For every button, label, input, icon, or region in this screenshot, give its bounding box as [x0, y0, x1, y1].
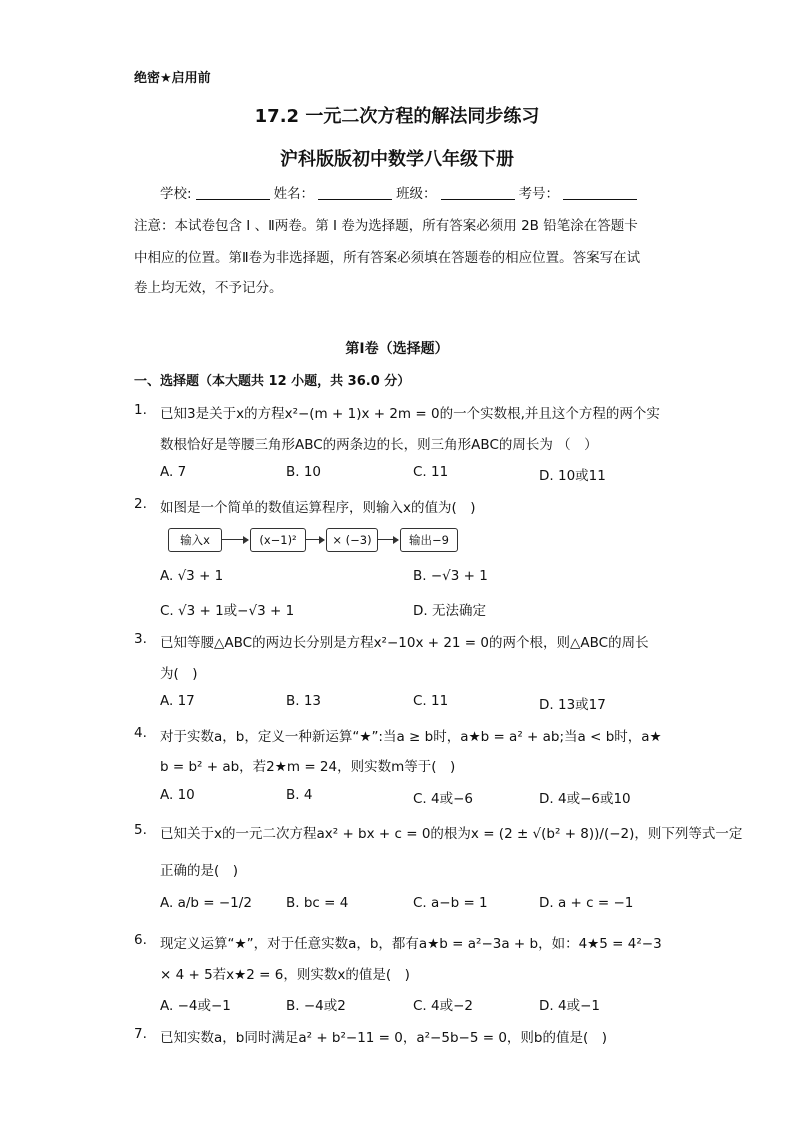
option-c: C. a−b = 1	[413, 895, 488, 911]
section-title: 第Ⅰ卷（选择题）	[345, 341, 449, 357]
option-b: B. −4或2	[286, 998, 346, 1014]
option-a: A. −4或−1	[160, 998, 231, 1014]
number-blank	[563, 187, 637, 200]
flow-arrow	[222, 539, 248, 540]
question-text: 数根恰好是等腰三角形ABC的两条边的长，则三角形ABC的周长为 （ ）	[160, 437, 598, 453]
school-blank	[196, 187, 270, 200]
class-label: 班级：	[396, 186, 437, 202]
question-number: 1.	[134, 402, 147, 418]
option-a: A. 7	[160, 464, 187, 480]
question-number: 5.	[134, 822, 147, 838]
option-a: A. 10	[160, 787, 195, 803]
option-b: B. −√3 + 1	[413, 568, 488, 584]
question-text: 对于实数a，b，定义一种新运算“★”:当a ≥ b时，a★b = a² + ab;当a < b时，a★	[160, 729, 662, 745]
page-title: 17.2 一元二次方程的解法同步练习	[254, 106, 540, 127]
name-label: 姓名：	[273, 186, 315, 202]
option-a: A. 17	[160, 693, 195, 709]
option-c: C. √3 + 1或−√3 + 1	[160, 603, 295, 619]
part-title: 一、选择题（本大题共 12 小题，共 36.0 分）	[134, 374, 411, 389]
flow-output-box: 输出−9	[400, 528, 458, 552]
flow-arrow	[306, 539, 324, 540]
option-d: D. 无法确定	[413, 603, 486, 619]
option-b: B. 4	[286, 787, 313, 803]
flow-input-box: 输入x	[168, 528, 222, 552]
student-info-line	[160, 182, 641, 202]
question-text: 为( )	[160, 666, 198, 682]
option-d: D. 4或−1	[539, 998, 600, 1014]
flow-step-box: (x−1)²	[250, 528, 306, 552]
option-b: B. 13	[286, 693, 322, 709]
question-text: 已知3是关于x的方程x²−(m + 1)x + 2m = 0的一个实数根,并且这个方程的两个实	[160, 406, 660, 422]
flow-step-box: × (−3)	[326, 528, 378, 552]
question-number: 6.	[134, 932, 147, 948]
option-c: C. 11	[413, 464, 449, 480]
option-a: A. √3 + 1	[160, 568, 224, 584]
option-b: B. bc = 4	[286, 895, 349, 911]
notice-line: 注意：本试卷包含 Ⅰ 、Ⅱ两卷。第 Ⅰ 卷为选择题，所有答案必须用 2B 铅笔涂在答题卡	[134, 218, 638, 234]
option-d: D. 13或17	[539, 697, 606, 713]
option-d: D. a + c = −1	[539, 895, 634, 911]
question-text: 已知实数a，b同时满足a² + b²−11 = 0，a²−5b−5 = 0，则b的值是( )	[160, 1030, 608, 1046]
question-number: 2.	[134, 496, 147, 512]
notice-line: 卷上均无效，不予记分。	[134, 280, 283, 296]
school-label: 学校:	[160, 186, 192, 202]
number-label: 考号：	[518, 186, 560, 202]
name-blank	[318, 187, 392, 200]
option-a: A. a/b = −1/2	[160, 895, 252, 911]
option-c: C. 4或−2	[413, 998, 473, 1014]
option-d: D. 10或11	[539, 468, 606, 484]
class-blank	[441, 187, 515, 200]
question-number: 4.	[134, 725, 147, 741]
option-c: C. 11	[413, 693, 449, 709]
question-number: 3.	[134, 631, 147, 647]
option-b: B. 10	[286, 464, 322, 480]
question-text: 正确的是( )	[160, 863, 239, 879]
question-text: b = b² + ab，若2★m = 24，则实数m等于( )	[160, 759, 456, 775]
option-c: C. 4或−6	[413, 791, 473, 807]
question-text: 已知关于x的一元二次方程ax² + bx + c = 0的根为x = (2 ± √(b² + 8))/(−2)，则下列等式一定	[160, 826, 743, 842]
flow-arrow	[378, 539, 398, 540]
question-text: × 4 + 5若x★2 = 6，则实数x的值是( )	[160, 967, 410, 983]
question-text: 如图是一个简单的数值运算程序，则输入x的值为( )	[160, 500, 476, 516]
question-text: 现定义运算“★”，对于任意实数a，b，都有a★b = a²−3a + b，如：4★5 = 4²−3	[160, 936, 662, 952]
confidential-label: 绝密★启用前	[134, 71, 211, 86]
option-d: D. 4或−6或10	[539, 791, 631, 807]
question-number: 7.	[134, 1026, 147, 1042]
page-subtitle: 沪科版版初中数学八年级下册	[280, 149, 514, 170]
notice-line: 中相应的位置。第Ⅱ卷为非选择题，所有答案必须填在答题卷的相应位置。答案写在试	[134, 250, 641, 266]
question-text: 已知等腰△ABC的两边长分别是方程x²−10x + 21 = 0的两个根，则△ABC的周长	[160, 635, 649, 651]
